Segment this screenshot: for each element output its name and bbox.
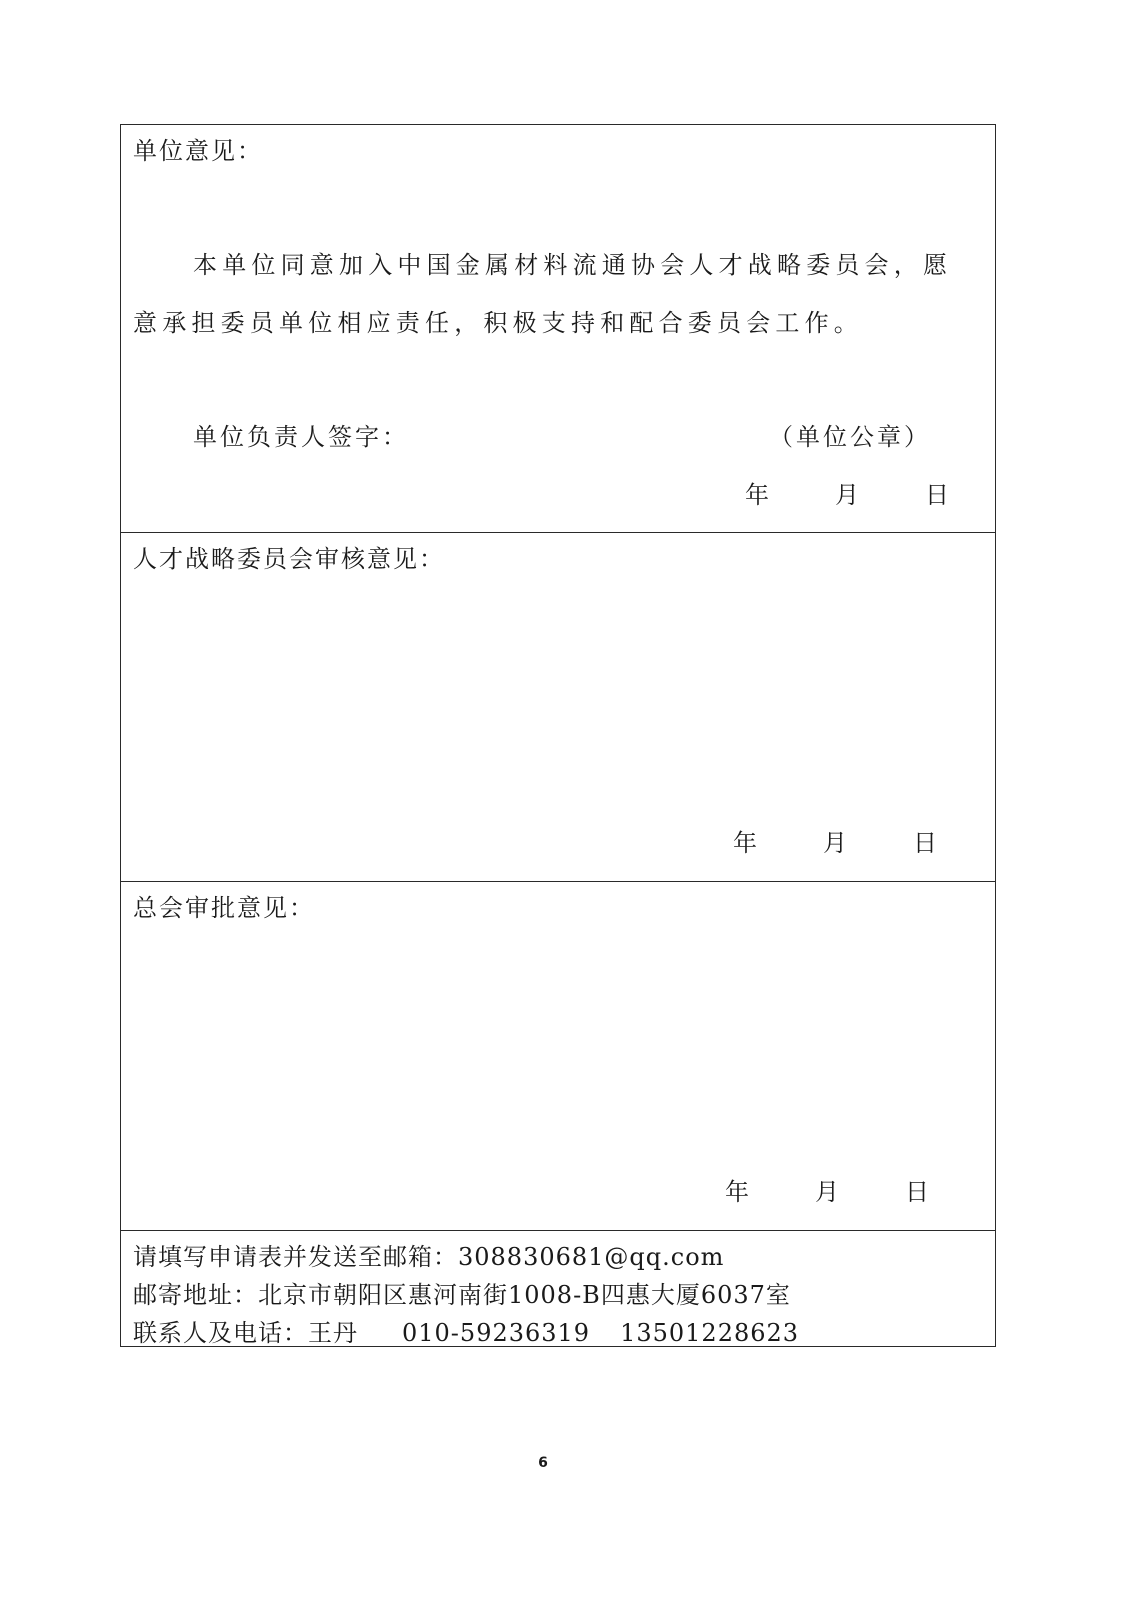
committee-review-section <box>121 532 995 881</box>
association-approval-label: 总会审批意见： <box>133 894 315 922</box>
mobile-phone: 13501228623 <box>620 1319 800 1347</box>
submission-email-line: 请填写申请表并发送至邮箱：308830681@qq.com <box>133 1243 725 1271</box>
unit-statement-line-2: 意承担委员单位相应责任，积极支持和配合委员会工作。 <box>133 309 863 337</box>
date-month-label: 月 <box>823 829 847 857</box>
contact-info-section <box>121 1230 995 1348</box>
application-form-table <box>120 124 996 1347</box>
date-month-label: 月 <box>815 1178 839 1206</box>
date-day-label: 日 <box>913 829 937 857</box>
date-day-label: 日 <box>905 1178 929 1206</box>
seal-label: （单位公章） <box>769 423 931 451</box>
contact-person-line <box>133 1313 799 1348</box>
contact-person-label: 联系人及电话：王丹 <box>133 1319 358 1347</box>
date-year-label: 年 <box>725 1178 749 1206</box>
unit-opinion-label: 单位意见： <box>133 137 263 165</box>
date-year-label: 年 <box>733 829 757 857</box>
page-number: 6 <box>538 1455 548 1471</box>
date-month-label: 月 <box>835 481 859 509</box>
unit-opinion-section <box>121 125 995 532</box>
mailing-address-line: 邮寄地址：北京市朝阳区惠河南街1008-B四惠大厦6037室 <box>133 1281 791 1309</box>
date-year-label: 年 <box>745 481 769 509</box>
committee-review-label: 人才战略委员会审核意见： <box>133 545 445 573</box>
landline-phone: 010-59236319 <box>402 1319 591 1347</box>
signature-field-label: 单位负责人签字： <box>193 423 409 451</box>
association-approval-section <box>121 881 995 1230</box>
date-day-label: 日 <box>925 481 949 509</box>
unit-statement-line-1: 本单位同意加入中国金属材料流通协会人才战略委员会，愿 <box>193 251 953 279</box>
